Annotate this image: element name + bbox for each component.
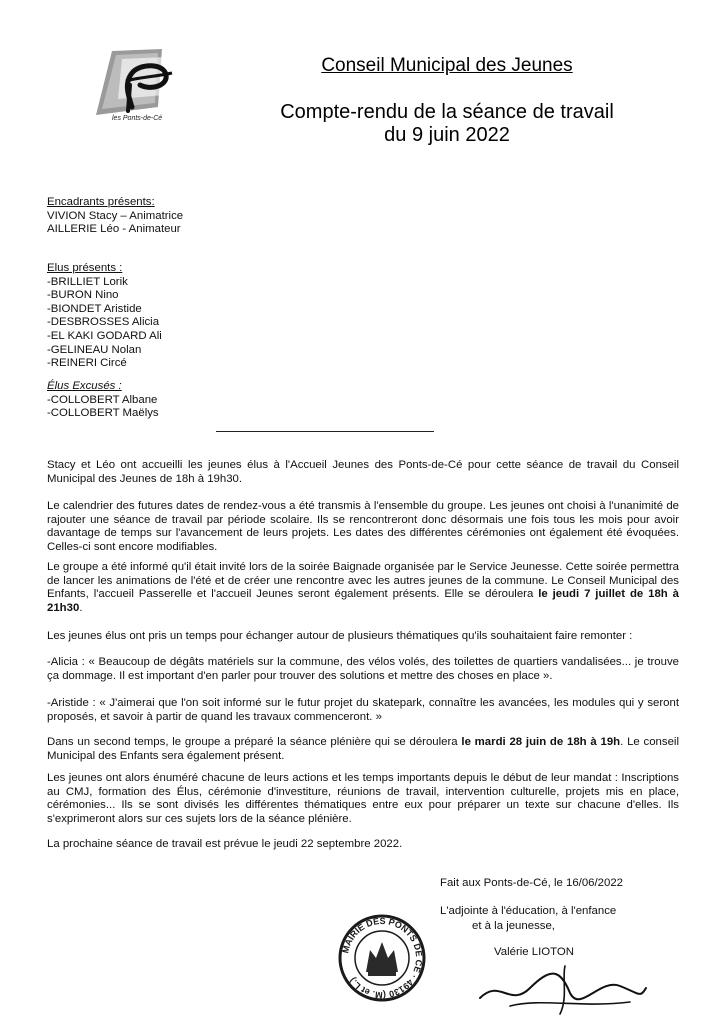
paragraph-text: Les jeunes élus ont pris un temps pour échanger autour de plusieurs thématiques qu'ils souhaitaient faire remonter : [47, 630, 633, 642]
elus-excuses-section [47, 380, 159, 421]
list-item: -BIONDET Aristide [47, 302, 142, 315]
signatory-role-line2: et à la jeunesse, [472, 920, 555, 932]
paragraph-welcome [47, 459, 679, 486]
handwritten-signature [470, 958, 650, 1018]
paragraph-text [47, 736, 679, 763]
paragraph-actions [47, 772, 679, 826]
paragraph-text: -Aristide : « J'aimerai que l'on soit informé sur le futur projet du skatepark, connaître les avancées, les modules qui y seront proposés, et savoir à partir de quand les travaux commenceront. » [47, 697, 679, 723]
list-item: AILLERIE Léo - Animateur [47, 223, 181, 236]
list-item: -BURON Nino [47, 289, 119, 302]
paragraph-next-session [47, 838, 679, 852]
encadrants-section [47, 196, 183, 237]
section-divider [216, 431, 434, 432]
mairie-stamp-icon [336, 912, 428, 1004]
paragraph-text: Stacy et Léo ont accueilli les jeunes élus à l'Accueil Jeunes des Ponts-de-Cé pour cette séance de travail du Conseil Municipal des Jeunes de 18h à 19h30. [47, 459, 679, 485]
list-item: -COLLOBERT Maëlys [47, 407, 159, 420]
paragraph-calendar [47, 500, 679, 554]
list-item: -EL KAKI GODARD Ali [47, 329, 162, 342]
elus-presents-heading: Elus présents : [47, 262, 123, 274]
text-run: . [79, 601, 83, 614]
document-subtitle-line1: Compte-rendu de la séance de travail [280, 101, 614, 123]
list-item: -COLLOBERT Albane [47, 393, 158, 406]
paragraph-aristide-quote [47, 697, 679, 724]
event-date-highlight: le mardi 28 juin de 18h à 19h [461, 736, 621, 748]
logo-caption: les Ponts-de-Cé [112, 115, 163, 122]
signatory-role-line1: L'adjointe à l'éducation, à l'enfance [440, 905, 617, 917]
paragraph-text: Les jeunes ont alors énuméré chacune de leurs actions et les temps importants depuis le début de leur mandat : Inscriptions au CMJ, formation des Élus, cérémonie d'investiture, réunions de travail, intervention culturelle, projets mis en place, cérémonies... Ils se sont divisés les différentes thématiques entre eux pour préparer un texte sur chacune d'elles. Ils s'exprimeront alors sur ces sujets lors de la séance plénière. [47, 772, 679, 825]
elus-excuses-heading: Élus Excusés : [47, 380, 122, 392]
list-item: VIVION Stacy – Animatrice [47, 209, 184, 222]
text-run: Dans un second temps, le groupe a préparé la séance plénière qui se déroulera [47, 736, 462, 748]
list-item: -REINERI Circé [47, 357, 127, 370]
place-date: Fait aux Ponts-de-Cé, le 16/06/2022 [440, 877, 623, 889]
paragraph-text: -Alicia : « Beaucoup de dégâts matériels sur la commune, des vélos volés, des toilettes de quartiers vandalisées... je trouve ça dommage. Il est important d'en parler pour trouver des solutions et mettre des choses en place ». [47, 656, 679, 682]
paragraph-text: La prochaine séance de travail est prévue le jeudi 22 septembre 2022. [47, 838, 403, 850]
svg-text:MAIRIE DES PONTS DE CÉ · 49130: MAIRIE DES PONTS DE CÉ · 49130 (M. et L.) [340, 915, 425, 1001]
paragraph-text [47, 561, 679, 615]
list-item: -DESBROSSES Alicia [47, 316, 160, 329]
list-item: -BRILLIET Lorik [47, 275, 128, 288]
elus-presents-section [47, 262, 162, 371]
text-run: . Le conseil Municipal des Enfants sera également présent. [47, 736, 679, 762]
paragraph-baignade [47, 561, 679, 615]
document-title: Conseil Municipal des Jeunes [321, 55, 573, 76]
paragraph-themes-intro [47, 630, 679, 644]
document-subtitle-line2: du 9 juin 2022 [384, 124, 510, 146]
town-logo [92, 45, 192, 123]
text-run: Le groupe a été informé qu'il était invité lors de la soirée Baignade organisée par le Service Jeunesse. Cette soirée permettra de lancer les animations de l'été et de créer une rencontre avec les autres jeunes de la commune. Le Conseil Municipal des Enfants, l'accueil Passerelle et l'accueil Jeunes seront également présents. Elle se déroulera [47, 561, 679, 601]
paragraph-alicia-quote [47, 656, 679, 683]
encadrants-heading: Encadrants présents: [47, 196, 155, 208]
list-item: -GELINEAU Nolan [47, 343, 142, 356]
paragraph-text: Le calendrier des futures dates de rendez-vous a été transmis à l'ensemble du groupe. Les jeunes ont choisi à l'unanimité de rajouter une séance de travail par période scolaire. Ils se rencontreront donc désormais une fois tous les mois pour avoir davantage de temps sur l'avancement de leurs projets. Les dates des différentes cérémonies ont également été évoquées. Celles-ci sont encore modifiables. [47, 500, 679, 553]
signatory-name: Valérie LIOTON [494, 946, 574, 958]
event-date-highlight: le jeudi 7 juillet de 18h à 21h30 [47, 588, 680, 614]
paragraph-pleniere [47, 736, 679, 763]
